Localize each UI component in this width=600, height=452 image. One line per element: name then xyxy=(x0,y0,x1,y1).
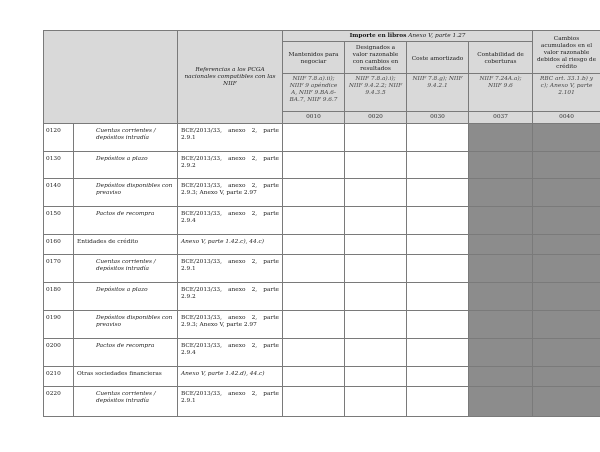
row-code: 0160 xyxy=(44,235,74,255)
cell-0020[interactable] xyxy=(345,283,407,311)
row-reference: Anexo V, parte 1.42.c), 44.c) xyxy=(178,235,283,255)
col-code-text-0040: 0040 xyxy=(559,114,574,120)
table-row xyxy=(44,339,600,367)
row-label: Depósitos disponibles con preaviso xyxy=(74,311,178,339)
header-corner xyxy=(44,31,178,124)
left-margin xyxy=(0,30,43,426)
cell-0030[interactable] xyxy=(407,387,469,417)
col-header-0010 xyxy=(283,42,345,74)
cell-0020[interactable] xyxy=(345,339,407,367)
row-label: Cuentas corrientes / depósitos intradía xyxy=(74,124,178,152)
cell-0030[interactable] xyxy=(407,311,469,339)
cell-0040 xyxy=(533,311,600,339)
cell-0040 xyxy=(533,387,600,417)
row-label: Depósitos disponibles con preaviso xyxy=(74,179,178,207)
row-code: 0200 xyxy=(44,339,74,367)
cell-0040 xyxy=(533,179,600,207)
col-title-0010: Mantenidos para negociar xyxy=(288,52,339,65)
col-code-text-0010: 0010 xyxy=(306,114,321,120)
row-reference: BCE/2013/33, anexo 2, parte 2.9.3; Anexo V, parte 2.97 xyxy=(178,311,283,339)
row-label: Entidades de crédito xyxy=(74,235,178,255)
cell-0030[interactable] xyxy=(407,283,469,311)
cell-0020[interactable] xyxy=(345,124,407,152)
row-label: Cuentas corrientes / depósitos intradía xyxy=(74,387,178,417)
cell-0037 xyxy=(469,283,533,311)
row-code: 0210 xyxy=(44,367,74,387)
row-code: 0150 xyxy=(44,207,74,235)
row-label: Otras sociedades financieras xyxy=(74,367,178,387)
row-label: Cuentas corrientes / depósitos intradía xyxy=(74,255,178,283)
row-reference: BCE/2013/33, anexo 2, parte 2.9.1 xyxy=(178,387,283,417)
cell-0020[interactable] xyxy=(345,311,407,339)
cell-0037 xyxy=(469,387,533,417)
col-sub-text-0030: NIIF 7.8.g); NIIF 9.4.2.1 xyxy=(412,76,463,89)
col-code-text-0037: 0037 xyxy=(493,114,508,120)
row-label: Pactos de recompra xyxy=(74,339,178,367)
col-header-0037 xyxy=(469,42,533,74)
cell-0037 xyxy=(469,179,533,207)
cell-0037 xyxy=(469,235,533,255)
col-code-0020 xyxy=(345,112,407,124)
cell-0030[interactable] xyxy=(407,179,469,207)
row-reference: BCE/2013/33, anexo 2, parte 2.9.2 xyxy=(178,152,283,179)
col-sub-text-0037: NIIF 7.24A.a); NIIF 9.6 xyxy=(479,76,522,89)
references-header xyxy=(178,31,283,124)
cell-0040 xyxy=(533,207,600,235)
cell-0037 xyxy=(469,367,533,387)
table-row xyxy=(44,179,600,207)
row-reference: BCE/2013/33, anexo 2, parte 2.9.2 xyxy=(178,283,283,311)
col-sub-text-0040: RBC art. 33.1.b) y c); Anexo V, parte 2.101 xyxy=(539,76,594,96)
cell-0010[interactable] xyxy=(283,152,345,179)
row-reference: Anexo V, parte 1.42.d), 44.c) xyxy=(178,367,283,387)
cell-0010[interactable] xyxy=(283,283,345,311)
col-sub-text-0020: NIIF 7.8.a).i); NIIF 9.4.2.2; NIIF 9.4.3.5 xyxy=(348,76,403,96)
cell-0020[interactable] xyxy=(345,152,407,179)
row-code: 0190 xyxy=(44,311,74,339)
row-code: 0120 xyxy=(44,124,74,152)
table-row xyxy=(44,152,600,179)
cell-0040 xyxy=(533,255,600,283)
row-code: 0220 xyxy=(44,387,74,417)
table-row xyxy=(44,255,600,283)
cell-0037 xyxy=(469,152,533,179)
col-code-0040 xyxy=(533,112,600,124)
col-header-0040 xyxy=(533,31,600,74)
col-header-0020 xyxy=(345,42,407,74)
col-sub-0040 xyxy=(533,74,600,112)
table-row xyxy=(44,124,600,152)
cell-0020[interactable] xyxy=(345,387,407,417)
report-table xyxy=(43,30,600,417)
cell-0010[interactable] xyxy=(283,255,345,283)
col-code-0030 xyxy=(407,112,469,124)
col-title-0040: Cambios acumulados en el valor razonable debidos al riesgo de crédito xyxy=(536,36,597,70)
cell-0040 xyxy=(533,152,600,179)
cell-0010[interactable] xyxy=(283,339,345,367)
row-code: 0130 xyxy=(44,152,74,179)
cell-0010[interactable] xyxy=(283,235,345,255)
col-sub-0020 xyxy=(345,74,407,112)
row-code: 0170 xyxy=(44,255,74,283)
cell-0010[interactable] xyxy=(283,124,345,152)
col-sub-text-0010: NIIF 7.8.a).ii); NIIF 9 apéndice A, NIIF 9.BA.6-BA.7, NIIF 9.6.7 xyxy=(289,76,338,103)
col-title-0037: Contabilidad de coberturas xyxy=(477,52,524,65)
cell-0040 xyxy=(533,124,600,152)
importe-header-title: Importe en libros xyxy=(349,32,407,39)
row-reference: BCE/2013/33, anexo 2, parte 2.9.1 xyxy=(178,255,283,283)
cell-0037 xyxy=(469,207,533,235)
row-reference: BCE/2013/33, anexo 2, parte 2.9.3; Anexo V, parte 2.97 xyxy=(178,179,283,207)
cell-0030[interactable] xyxy=(407,124,469,152)
cell-0030[interactable] xyxy=(407,235,469,255)
cell-0020[interactable] xyxy=(345,179,407,207)
cell-0037 xyxy=(469,255,533,283)
table-body xyxy=(44,124,600,417)
col-title-0030: Coste amortizado xyxy=(411,55,464,62)
col-sub-0030 xyxy=(407,74,469,112)
row-reference: BCE/2013/33, anexo 2, parte 2.9.4 xyxy=(178,339,283,367)
row-reference: BCE/2013/33, anexo 2, parte 2.9.1 xyxy=(178,124,283,152)
cell-0040 xyxy=(533,367,600,387)
cell-0010[interactable] xyxy=(283,367,345,387)
row-code: 0140 xyxy=(44,179,74,207)
col-sub-0037 xyxy=(469,74,533,112)
importe-header xyxy=(283,31,533,42)
cell-0010[interactable] xyxy=(283,179,345,207)
table-row xyxy=(44,387,600,417)
col-code-text-0030: 0030 xyxy=(430,114,445,120)
cell-0010[interactable] xyxy=(283,311,345,339)
table-row xyxy=(44,283,600,311)
cell-0030[interactable] xyxy=(407,255,469,283)
table-row xyxy=(44,367,600,387)
cell-0010[interactable] xyxy=(283,207,345,235)
cell-0020[interactable] xyxy=(345,235,407,255)
cell-0020[interactable] xyxy=(345,367,407,387)
col-sub-0010 xyxy=(283,74,345,112)
cell-0040 xyxy=(533,339,600,367)
cell-0037 xyxy=(469,124,533,152)
col-code-text-0020: 0020 xyxy=(368,114,383,120)
row-label: Pactos de recompra xyxy=(74,207,178,235)
row-code: 0180 xyxy=(44,283,74,311)
table-row xyxy=(44,311,600,339)
cell-0030[interactable] xyxy=(407,152,469,179)
col-header-0030 xyxy=(407,42,469,74)
cell-0040 xyxy=(533,283,600,311)
row-label: Depósitos a plazo xyxy=(74,152,178,179)
references-header-text: Referencias a los PCGA nacionales compatibles con las NIIF xyxy=(184,66,276,87)
col-code-0037 xyxy=(469,112,533,124)
row-label: Depósitos a plazo xyxy=(74,283,178,311)
cell-0010[interactable] xyxy=(283,387,345,417)
col-title-0020: Designados a valor razonable con cambios en resultados xyxy=(352,45,399,72)
cell-0037 xyxy=(469,311,533,339)
cell-0030[interactable] xyxy=(407,207,469,235)
table-row xyxy=(44,235,600,255)
row-reference: BCE/2013/33, anexo 2, parte 2.9.4 xyxy=(178,207,283,235)
cell-0020[interactable] xyxy=(345,255,407,283)
table-row xyxy=(44,207,600,235)
importe-header-ref: Anexo V, parte 1.27 xyxy=(408,32,466,39)
col-code-0010 xyxy=(283,112,345,124)
cell-0030[interactable] xyxy=(407,339,469,367)
cell-0030[interactable] xyxy=(407,367,469,387)
cell-0037 xyxy=(469,339,533,367)
cell-0040 xyxy=(533,235,600,255)
cell-0020[interactable] xyxy=(345,207,407,235)
